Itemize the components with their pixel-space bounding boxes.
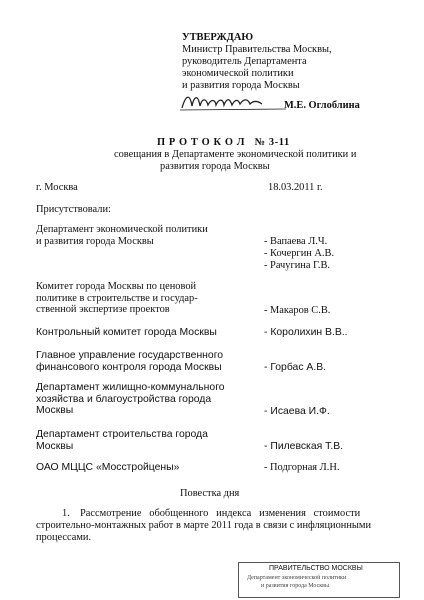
org-line: и развития города Москвы	[36, 235, 154, 247]
attendee-person: - Пилевская Т.В.	[264, 441, 344, 452]
org-line: Контрольный комитет города Москвы	[36, 327, 217, 338]
org-line: Москвы	[36, 440, 74, 452]
org-line: Департамент жилищно-коммунального	[36, 382, 225, 393]
date: 18.03.2011 г.	[268, 182, 323, 193]
approval-line: руководитель Департамента	[182, 56, 307, 67]
agenda-title: Повестка дня	[180, 488, 240, 499]
org-line: Департамент экономической политики	[36, 224, 208, 235]
org-line: Департамент строительства города	[36, 429, 208, 440]
attendee-org	[36, 429, 208, 452]
approval-title: УТВЕРЖДАЮ	[182, 32, 254, 43]
attendee-org	[36, 327, 217, 339]
place: г. Москва	[36, 182, 78, 193]
org-line: политике в строительстве и государ-	[36, 292, 198, 304]
approval-line: и развития города Москвы	[182, 80, 300, 91]
attendee-person: - Рачугина Г.В.	[264, 260, 331, 271]
attendee-person: - Вапаева Л.Ч.	[264, 236, 328, 247]
stamp-line: Департамент экономической политики	[247, 575, 347, 581]
agenda-item-line: процессами.	[36, 532, 92, 543]
agenda-item-number: 1.	[62, 508, 70, 519]
org-line: ОАО МЦЦС «Мосстройцены»	[36, 462, 180, 473]
signature-image	[178, 90, 290, 114]
agenda-item-line: строительно-монтажных работ в марте 2011 года в связи с инфляционными	[36, 520, 372, 531]
stamp-line: и развития города Москвы	[261, 583, 330, 589]
protocol-subtitle: развития города Москвы	[160, 161, 270, 172]
protocol-subtitle: совещания в Департаменте экономической политики и	[114, 149, 357, 160]
attendee-person: - Кочергин А.В.	[264, 248, 335, 259]
org-line: хозяйства и благоустройства города	[36, 393, 212, 405]
present-label: Присутствовали:	[36, 204, 111, 215]
attendee-person: - Горбас А.В.	[264, 362, 327, 373]
org-line: Комитет города Москвы по ценовой	[36, 281, 197, 292]
registration-stamp	[238, 562, 400, 598]
org-line: Главное управление государственного	[36, 350, 224, 361]
org-line: Москвы	[36, 405, 74, 417]
attendee-org	[36, 281, 198, 316]
attendee-person: - Макаров С.В.	[264, 305, 331, 316]
attendee-org	[36, 350, 223, 373]
agenda-item-line: Рассмотрение обобщенного индекса изменения стоимости	[80, 508, 361, 519]
attendee-org	[36, 462, 179, 474]
attendee-org	[36, 382, 225, 417]
org-line: ственной экспертизе проектов	[36, 304, 170, 316]
attendee-person: - Королихин В.В..	[264, 327, 348, 338]
org-line: финансового контроля города Москвы	[36, 361, 222, 373]
approval-signer: М.Е. Оглоблина	[284, 100, 360, 111]
approval-line: экономической политики	[182, 68, 294, 79]
protocol-title: П Р О Т О К О Л № 3-11	[157, 137, 290, 148]
attendee-person: - Подгорная Л.Н.	[264, 462, 340, 473]
approval-line: Министр Правительства Москвы,	[182, 44, 332, 55]
stamp-line: ПРАВИТЕЛЬСТВО МОСКВЫ	[269, 565, 363, 572]
attendee-org	[36, 224, 208, 247]
attendee-person: - Исаева И.Ф.	[264, 406, 330, 417]
